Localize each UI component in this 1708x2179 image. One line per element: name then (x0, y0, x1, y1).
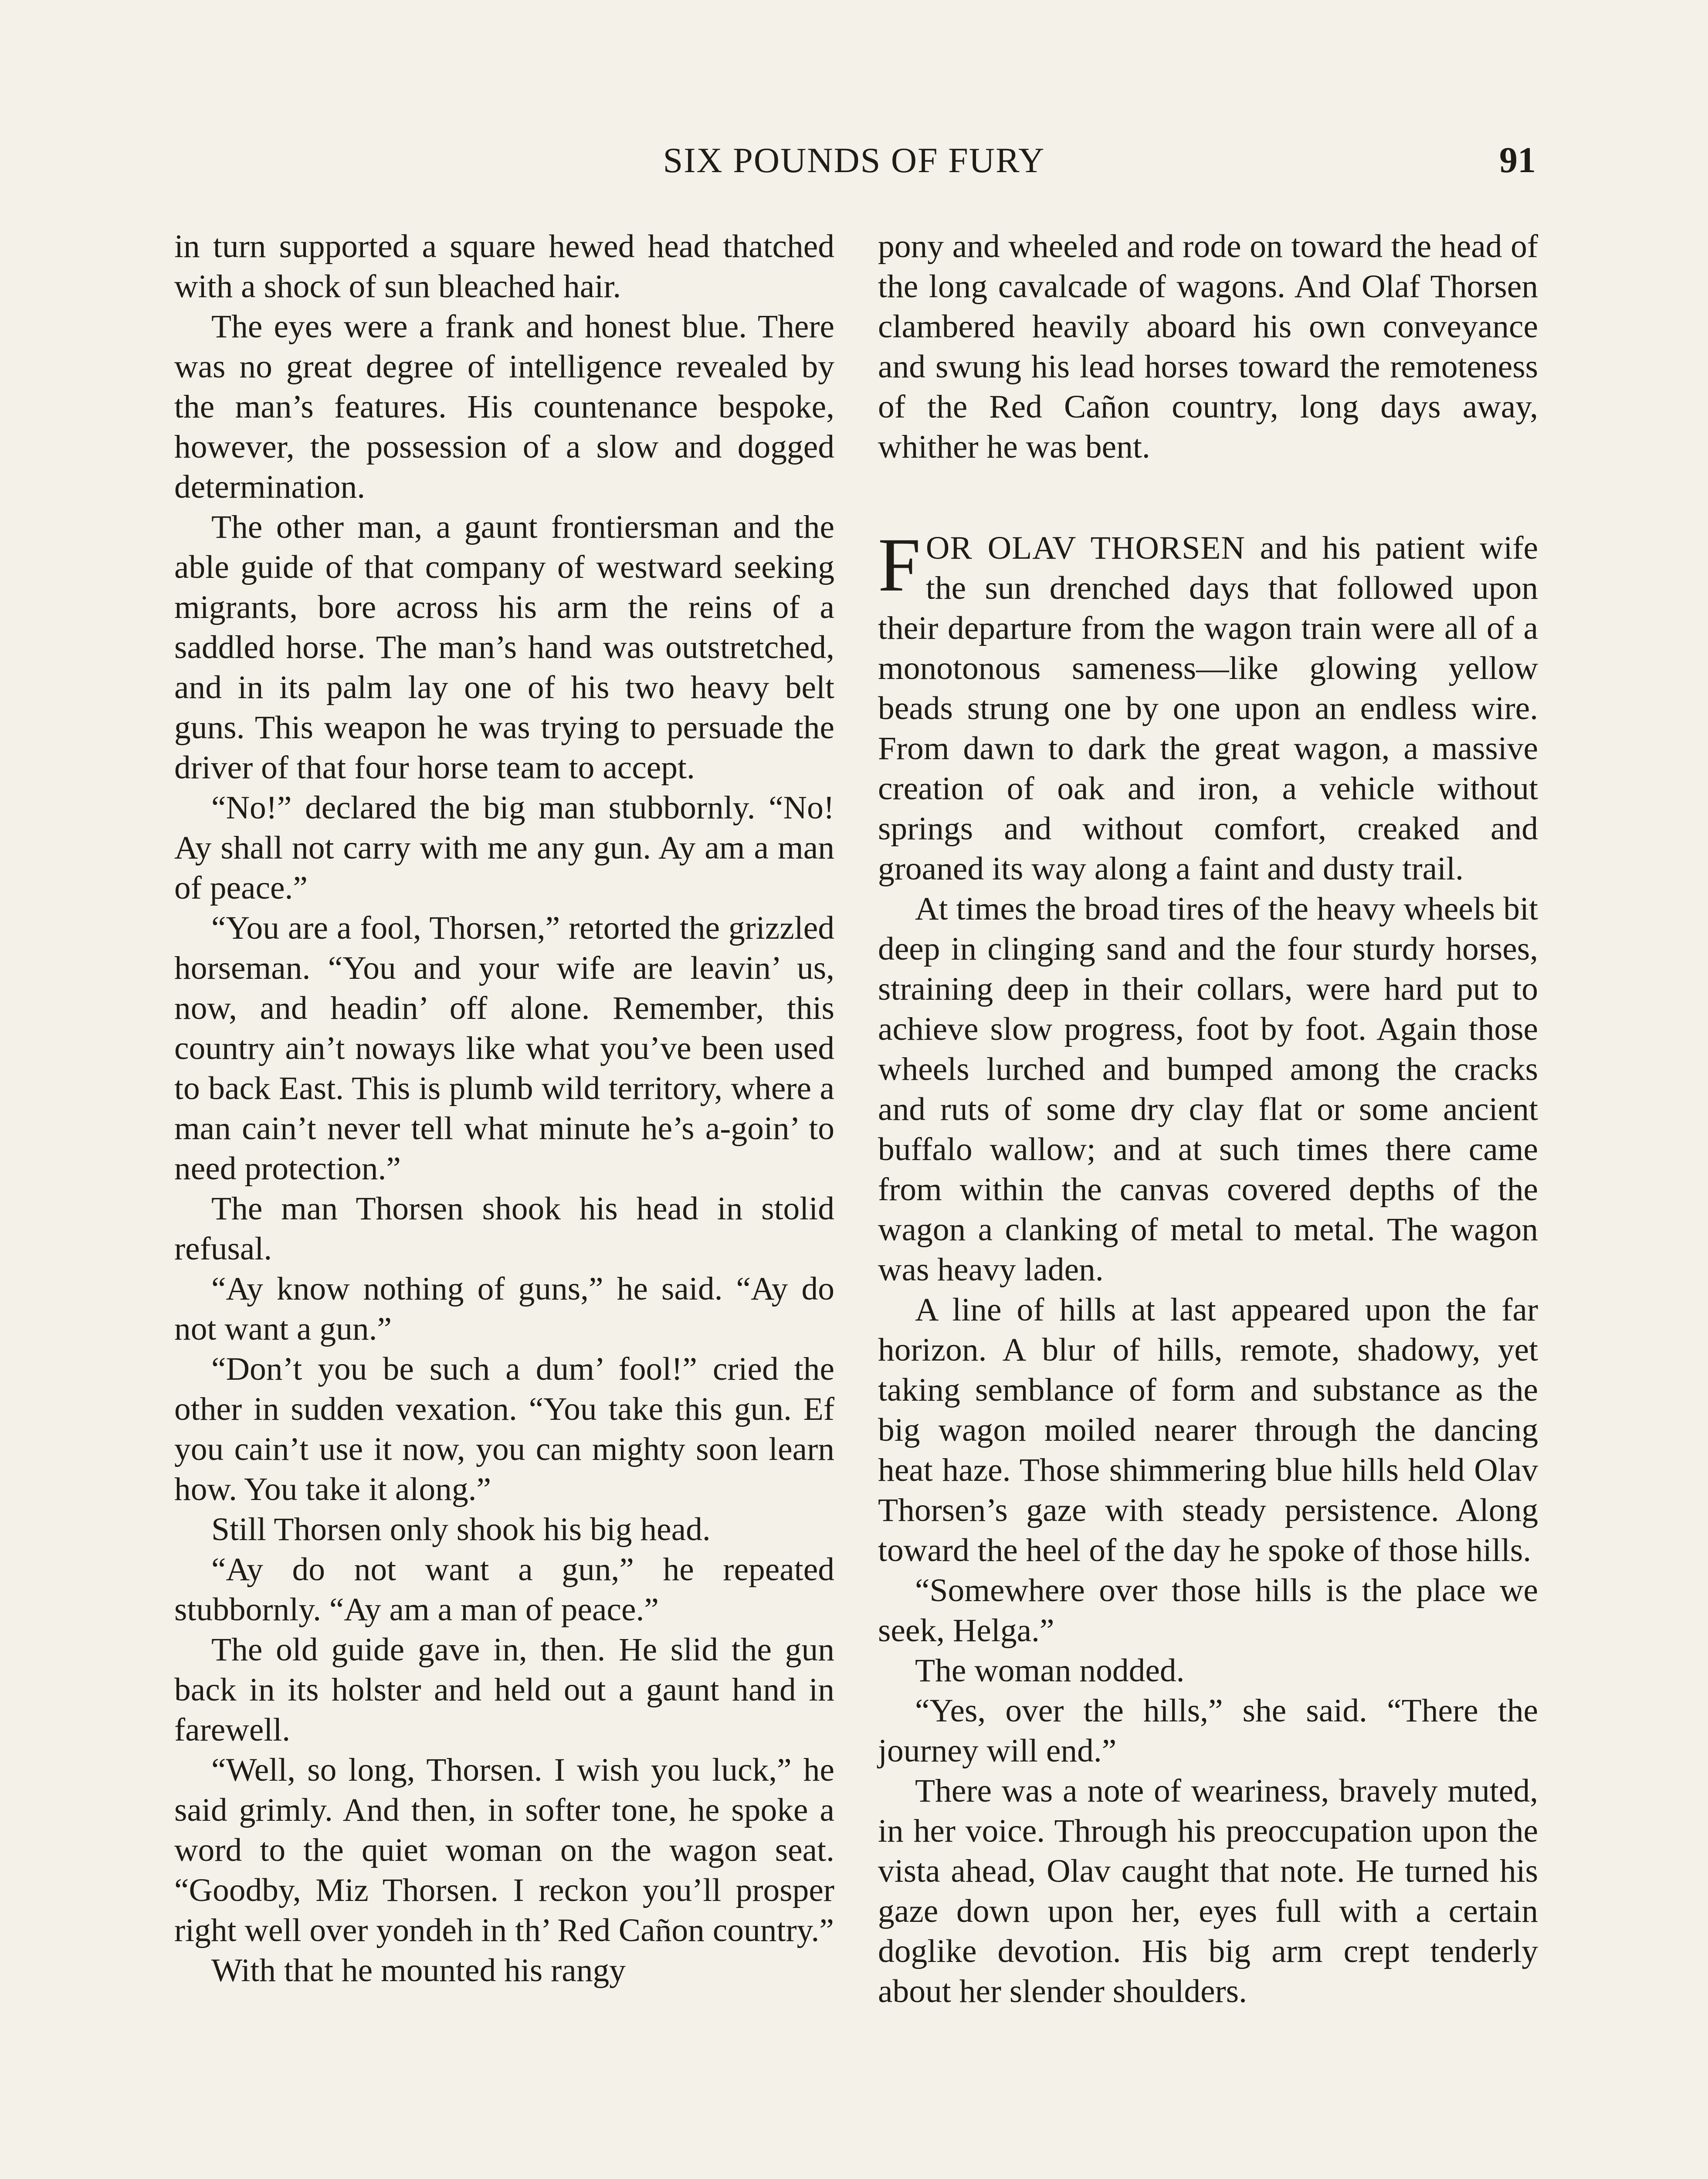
paragraph: “Somewhere over those hills is the place we seek, Helga.” (878, 1572, 1538, 1649)
right-column (878, 227, 1538, 2012)
paragraph: The eyes were a frank and honest blue. There was no great degree of intelligence revealed by the man’s features. His countenance bespoke, however, the possession of a slow and dogged determination. (174, 309, 834, 505)
paragraph: At times the broad tires of the heavy wheels bit deep in clinging sand and the four sturdy horses, straining deep in their collars, were hard put to achieve slow progress, foot by foot. Again those wheels lurched and bumped among the cracks and ruts of some dry clay flat or some ancient buffalo wallow; and at such times there came from within the canvas covered depths of the wagon a clanking of metal to metal. The wagon was heavy laden. (878, 891, 1538, 1288)
drop-cap: F (878, 523, 921, 608)
paragraph: The woman nodded. (915, 1653, 1185, 1689)
paragraph: Still Thorsen only shook his big head. (211, 1511, 711, 1548)
paragraph: “Ay do not want a gun,” he repeated stubbornly. “Ay am a man of peace.” (174, 1551, 834, 1628)
paragraph: The old guide gave in, then. He slid the gun back in its holster and held out a gaunt hand in farewell. (174, 1632, 834, 1748)
paragraph: “No!” declared the big man stubbornly. “No! Ay shall not carry with me any gun. Ay am a man of peace.” (174, 790, 834, 906)
paragraph: “Ay know nothing of guns,” he said. “Ay do not want a gun.” (174, 1271, 834, 1347)
paragraph: in turn supported a square hewed head thatched with a shock of sun bleached hair. (174, 228, 834, 305)
paragraph: The other man, a gaunt frontiersman and the able guide of that company of westward seeking migrants, bore across his arm the reins of a saddled horse. The man’s hand was outstretched, and in its palm lay one of his two heavy belt guns. This weapon he was trying to persuade the driver of that four horse team to accept. (174, 509, 834, 786)
paragraph: pony and wheeled and rode on toward the head of the long cavalcade of wagons. And Olaf Thorsen clambered heavily aboard his own conveyance and swung his lead horses toward the remoteness of the Red Cañon country, long days away, whither he was bent. (878, 228, 1538, 465)
paragraph: “Don’t you be such a dum’ fool!” cried the other in sudden vexation. “You take this gun. Ef you cain’t use it now, you can mighty soon learn how. You take it along.” (174, 1351, 834, 1507)
running-title: SIX POUNDS OF FURY (663, 140, 1045, 180)
section-opening-text: and his patient wife the sun drenched days that followed upon their departure from the wagon train were all of a monotonous sameness—like glowing yellow beads strung one by one upon an endless wire. From dawn to dark the great wagon, a massive creation of oak and iron, a vehicle without springs and without comfort, creaked and groaned its way along a faint and dusty trail. (878, 530, 1538, 887)
paragraph: The man Thorsen shook his head in stolid refusal. (174, 1191, 834, 1267)
left-column (174, 227, 834, 1991)
page-header (172, 139, 1536, 187)
paragraph: A line of hills at last appeared upon the far horizon. A blur of hills, remote, shadowy, yet taking semblance of form and substance as the big wagon moiled nearer through the dancing heat haze. Those shimmering blue hills held Olav Thorsen’s gaze with steady persistence. Along toward the heel of the day he spoke of those hills. (878, 1292, 1538, 1568)
paragraph: “Yes, over the hills,” she said. “There the journey will end.” (878, 1693, 1538, 1769)
page-number: 91 (1499, 140, 1536, 180)
paragraph: With that he mounted his rangy (211, 1952, 626, 1989)
section-lead-caps: OR OLAV THORSEN (925, 530, 1245, 566)
paragraph: “You are a fool, Thorsen,” retorted the grizzled horseman. “You and your wife are leavin’ us, now, and headin’ off alone. Remember, this country ain’t noways like what you’ve been used to back East. This is plumb wild territory, where a man cain’t never tell what minute he’s a-goin’ to need protection.” (174, 910, 834, 1187)
paragraph: There was a note of weariness, bravely muted, in her voice. Through his preoccupation upon the vista ahead, Olav caught that note. He turned his gaze down upon her, eyes full with a certain doglike devotion. His big arm crept tenderly about her slender shoulders. (878, 1773, 1538, 2009)
section-opening-paragraph (878, 523, 1538, 889)
paragraph: “Well, so long, Thorsen. I wish you luck,” he said grimly. And then, in softer tone, he spoke a word to the quiet woman on the wagon seat. “Goodby, Miz Thorsen. I reckon you’ll prosper right well over yondeh in th’ Red Cañon country.” (174, 1752, 834, 1948)
